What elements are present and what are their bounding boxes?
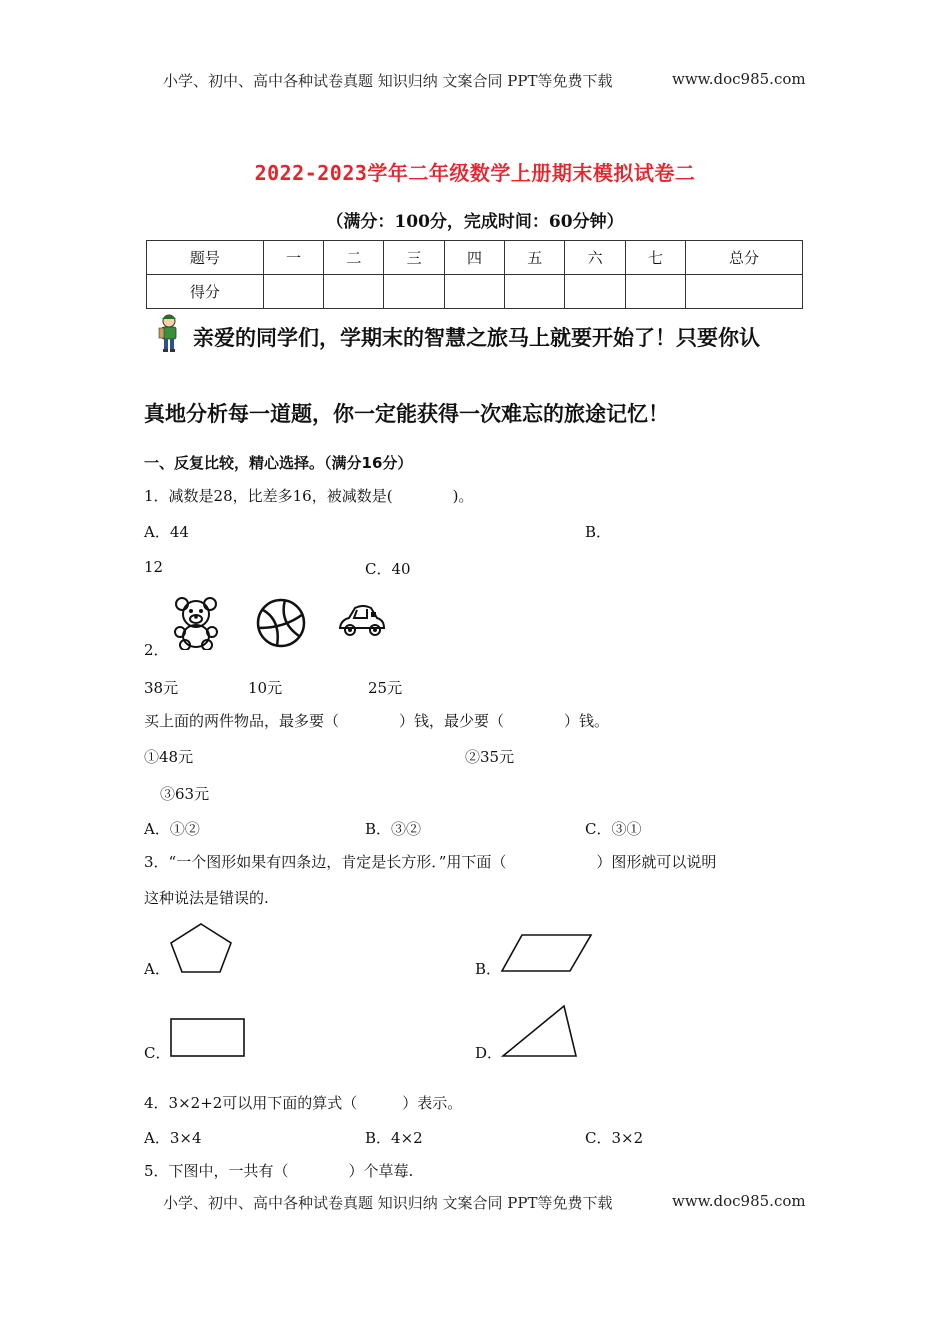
page-subtitle: （满分：100分，完成时间：60分钟）	[326, 212, 624, 232]
pentagon-shape-icon	[168, 921, 234, 975]
score-table	[146, 240, 803, 309]
table-header-cell: 五	[505, 241, 565, 275]
triangle-shape-icon	[500, 1003, 580, 1059]
question-1-option-b-value: 12	[144, 558, 164, 576]
rectangle-shape-icon	[169, 1017, 247, 1059]
question-2-option-b[interactable]: B．③②	[365, 820, 422, 838]
question-2-choice-3: ③63元	[160, 785, 210, 803]
score-table-header-row	[147, 241, 803, 275]
score-cell[interactable]	[686, 275, 803, 309]
question-2-option-c[interactable]: C．③①	[585, 820, 642, 838]
footer-text: 小学、初中、高中各种试卷真题 知识归纳 文案合同 PPT等免费下载	[163, 1194, 613, 1212]
score-table-score-row	[147, 275, 803, 309]
score-cell[interactable]	[384, 275, 444, 309]
student-icon	[156, 312, 182, 354]
question-3-option-c[interactable]: C．	[144, 1044, 171, 1062]
table-header-cell: 七	[625, 241, 685, 275]
question-2-option-a[interactable]: A．①②	[144, 820, 200, 838]
footer-site[interactable]: www.doc985.com	[672, 1192, 806, 1210]
score-cell[interactable]	[263, 275, 323, 309]
section-heading: 一、反复比较，精心选择。（满分16分）	[144, 454, 413, 472]
price-ball: 10元	[248, 679, 283, 697]
score-cell[interactable]	[565, 275, 625, 309]
price-teddy-bear: 38元	[144, 679, 179, 697]
teddy-bear-icon	[172, 596, 220, 650]
intro-line-1: 亲爱的同学们，学期末的智慧之旅马上就要开始了！只要你认	[193, 326, 760, 350]
question-1-option-a[interactable]: A．44	[144, 523, 189, 541]
header-text: 小学、初中、高中各种试卷真题 知识归纳 文案合同 PPT等免费下载	[163, 72, 613, 90]
question-3-stem-line-2: 这种说法是错误的.	[144, 889, 269, 907]
page-title: 2022-2023学年二年级数学上册期末模拟试卷二	[254, 161, 696, 185]
price-toy-car: 25元	[368, 679, 403, 697]
question-2-number: 2．	[144, 641, 169, 659]
toy-car-icon	[337, 600, 387, 640]
question-4-option-c[interactable]: C．3×2	[585, 1129, 644, 1147]
score-cell[interactable]	[444, 275, 504, 309]
question-2-choice-1: ①48元	[144, 748, 194, 766]
table-header-cell: 题号	[147, 241, 264, 275]
table-header-cell: 总分	[686, 241, 803, 275]
question-3-option-b[interactable]: B．	[475, 960, 502, 978]
table-header-cell: 三	[384, 241, 444, 275]
score-cell[interactable]	[324, 275, 384, 309]
question-3-option-a[interactable]: A．	[144, 960, 170, 978]
table-header-cell: 一	[263, 241, 323, 275]
table-header-cell: 四	[444, 241, 504, 275]
question-2-choice-2: ②35元	[465, 748, 515, 766]
question-3-stem-line-1: 3．“一个图形如果有四条边，肯定是长方形．”用下面（ ）图形就可以说明	[144, 853, 717, 871]
question-4-stem: 4．3×2+2可以用下面的算式（ ）表示。	[144, 1094, 463, 1112]
question-2-stem: 买上面的两件物品，最多要（ ）钱，最少要（ ）钱。	[144, 712, 610, 730]
intro-line-2: 真地分析每一道题，你一定能获得一次难忘的旅途记忆！	[144, 402, 669, 426]
table-row-label: 得分	[147, 275, 264, 309]
question-1-option-c[interactable]: C．40	[365, 560, 411, 578]
score-cell[interactable]	[625, 275, 685, 309]
table-header-cell: 二	[324, 241, 384, 275]
header-site[interactable]: www.doc985.com	[672, 70, 806, 88]
parallelogram-shape-icon	[500, 932, 594, 974]
table-header-cell: 六	[565, 241, 625, 275]
ball-icon	[255, 598, 307, 648]
question-4-option-a[interactable]: A．3×4	[144, 1129, 202, 1147]
question-5-stem: 5．下图中，一共有（ ）个草莓.	[144, 1162, 414, 1180]
question-4-option-b[interactable]: B．4×2	[365, 1129, 423, 1147]
question-3-option-d[interactable]: D．	[475, 1044, 503, 1062]
question-1-stem: 1．减数是28，比差多16，被减数是( )。	[144, 487, 474, 505]
score-cell[interactable]	[505, 275, 565, 309]
question-1-option-b[interactable]: B．	[585, 523, 612, 541]
